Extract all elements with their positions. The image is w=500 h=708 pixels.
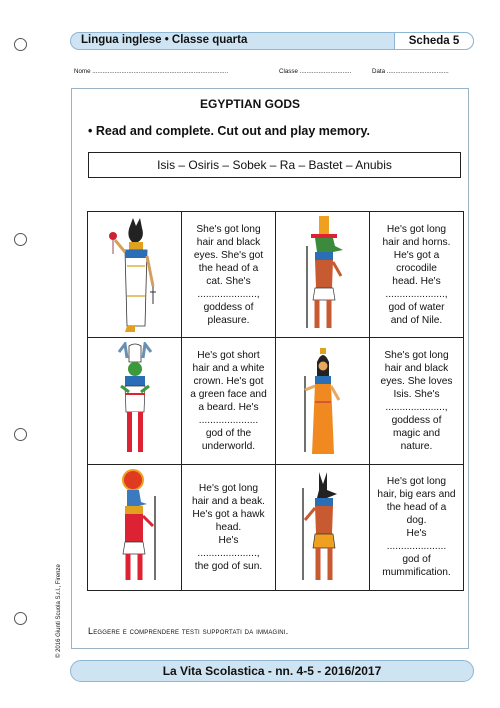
word-bank: Isis – Osiris – Sobek – Ra – Bastet – Anubis bbox=[88, 152, 461, 178]
hawk-god-illustration bbox=[105, 468, 165, 586]
isis-card-image[interactable] bbox=[276, 338, 370, 464]
isis-illustration bbox=[293, 342, 353, 460]
sheet-label: Scheda 5 bbox=[394, 32, 474, 50]
date-field[interactable]: Data .................................... bbox=[372, 68, 449, 75]
bastet-card-text[interactable]: She's got long hair and black eyes. She's got the head of a cat. She's ....................., goddess of pleasure. bbox=[182, 212, 276, 338]
ra-card-image[interactable] bbox=[88, 464, 182, 590]
table-row bbox=[88, 464, 464, 590]
ra-card-text[interactable]: He's got long hair and a beak. He's got a hawk head. He's ....................., the god of sun. bbox=[182, 464, 276, 590]
sobek-card-text[interactable]: He's got long hair and horns. He's got a crocodile head. He's ....................., god of water and of Nile. bbox=[370, 212, 464, 338]
memory-card-grid bbox=[87, 211, 464, 591]
worksheet-title: EGYPTIAN GODS bbox=[199, 97, 300, 111]
copyright-notice: © 2016 Giunti Scuola S.r.l., Firenze bbox=[56, 564, 62, 658]
osiris-card-text[interactable]: He's got short hair and a white crown. He's got a green face and a beard. He's ..................... god of the underworld. bbox=[182, 338, 276, 464]
header-bar bbox=[70, 32, 474, 50]
crocodile-god-illustration bbox=[293, 216, 353, 334]
osiris-illustration bbox=[105, 342, 165, 460]
name-field[interactable]: Nome ............................................................................... bbox=[74, 68, 229, 75]
jackal-god-illustration bbox=[293, 468, 353, 586]
binder-hole bbox=[14, 38, 27, 51]
learning-objective: Leggere e comprendere testi supportati da immagini. bbox=[88, 626, 289, 636]
footer-bar: La Vita Scolastica - nn. 4-5 - 2016/2017 bbox=[70, 660, 474, 682]
binder-hole bbox=[14, 233, 27, 246]
instruction: • Read and complete. Cut out and play memory. bbox=[88, 124, 370, 138]
bastet-card-image[interactable] bbox=[88, 212, 182, 338]
subject-label: Lingua inglese • Classe quarta bbox=[81, 34, 248, 46]
table-row bbox=[88, 338, 464, 464]
isis-card-text[interactable]: She's got long hair and black eyes. She loves Isis. She's ....................., goddess of magic and nature. bbox=[370, 338, 464, 464]
anubis-card-image[interactable] bbox=[276, 464, 370, 590]
sobek-card-image[interactable] bbox=[276, 212, 370, 338]
table-row bbox=[88, 212, 464, 338]
osiris-card-image[interactable] bbox=[88, 338, 182, 464]
binder-hole bbox=[14, 612, 27, 625]
class-field[interactable]: Classe .............................. bbox=[279, 68, 352, 75]
cat-goddess-illustration bbox=[105, 216, 165, 334]
anubis-card-text[interactable]: He's got long hair, big ears and the head of a dog. He's ..................... god of mummification. bbox=[370, 464, 464, 590]
binder-hole bbox=[14, 428, 27, 441]
